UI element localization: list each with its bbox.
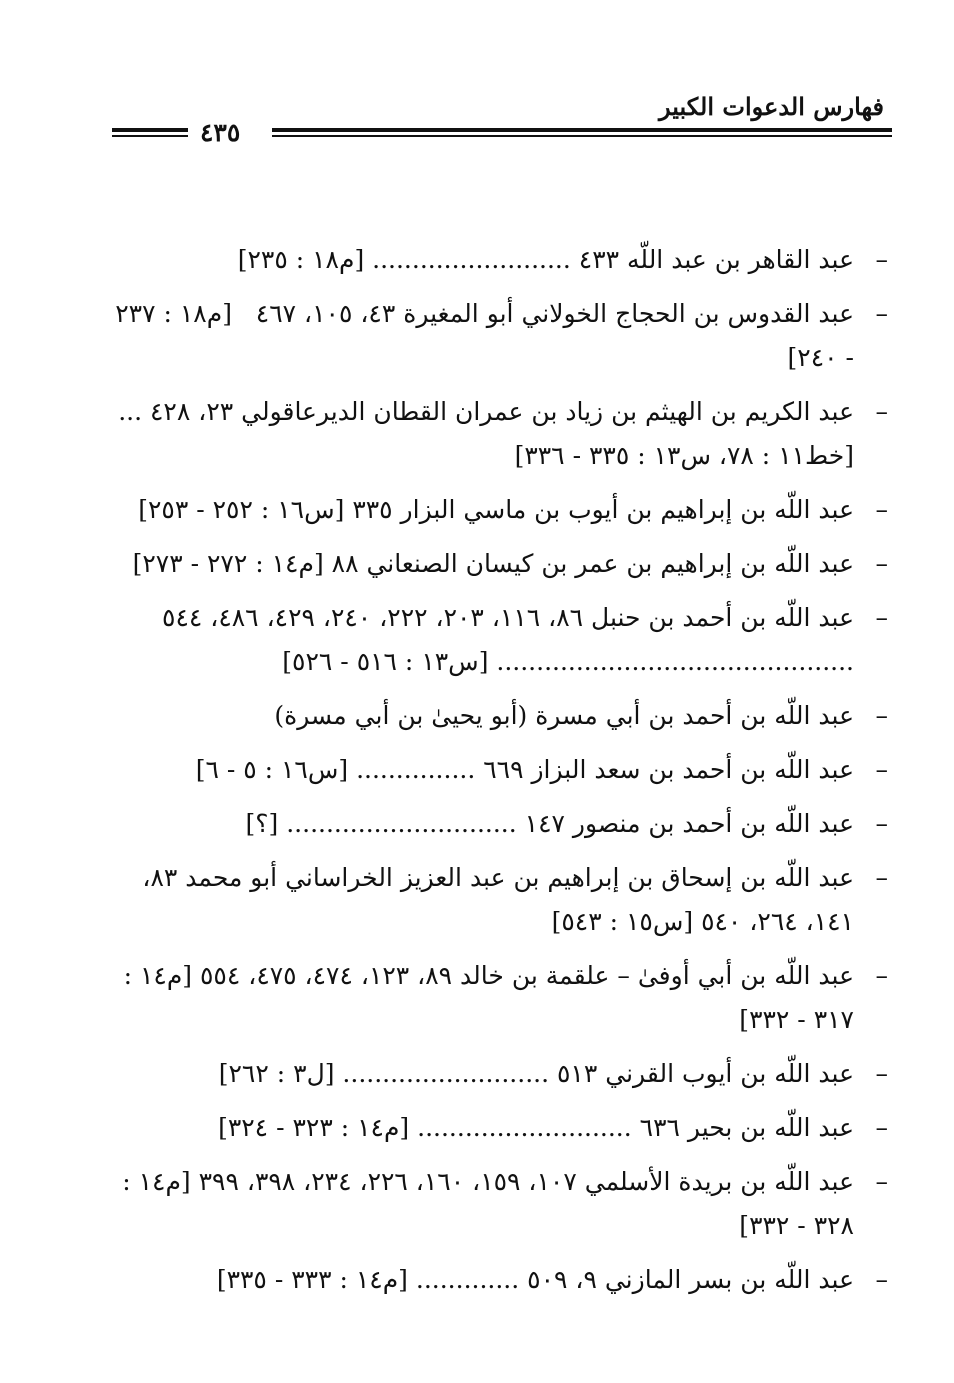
index-entry [112,856,888,944]
entry-text: عبد القاهر بن عبد اللّه ٤٣٣ ......................... [م١٨ : ٢٣٥] [237,245,854,274]
book-title: فهارس الدعوات الكبير [659,92,884,121]
header-rule-left [112,128,188,140]
entry-text: عبد اللّه بن إبراهيم بن أيوب بن ماسي البزار ٣٣٥ [س١٦ : ٢٥٢ - ٢٥٣] [138,495,854,524]
index-entry [112,1052,888,1096]
index-entry [112,238,888,282]
index-entry [112,1160,888,1248]
entry-text: عبد القدوس بن الحجاج الخولاني أبو المغيرة ٤٣، ١٠٥، ٤٦٧ [م١٨ : ٢٣٧ - ٢٤٠] [107,299,854,372]
page-header [112,92,892,162]
entry-text: عبد اللّه بن بحير ٦٣٦ ........................... [م١٤ : ٣٢٣ - ٣٢٤] [218,1113,854,1142]
entry-text: عبد اللّه بن أيوب القرني ٥١٣ .......................... [ل٣ : ٢٦٢] [218,1059,854,1088]
index-entry [112,694,888,738]
entry-text: عبد اللّه بن أحمد بن حنبل ٨٦، ١١٦، ٢٠٣، ٢٢٢، ٢٤٠، ٤٢٩، ٤٨٦، ٥٤٤ ............................................. [س١٣ : ٥١٦ - ٥٢٦] [154,603,854,676]
index-entry [107,292,888,380]
header-rule-right [272,128,892,140]
entry-text: عبد اللّه بن بريدة الأسلمي ١٠٧، ١٥٩، ١٦٠، ٢٢٦، ٢٣٤، ٣٩٨، ٣٩٩ [م١٤ : ٣٢٨ - ٣٣٢] [114,1167,854,1240]
entry-text: عبد الكريم بن الهيثم بن زياد بن عمران القطان الديرعاقولي ٢٣، ٤٢٨ ... [خط١١ : ٧٨، س١٣ : ٣٣٥ - ٣٣٦] [110,397,854,470]
index-entry [112,1258,888,1302]
entry-text: عبد اللّه بن إسحاق بن إبراهيم بن عبد العزيز الخراساني أبو محمد ٨٣، ١٤١، ٢٦٤، ٥٤٠ [س١٥ : ٥٤٣] [134,863,854,936]
index-entry [112,542,888,586]
index-entry [112,390,888,478]
index-entry [112,1106,888,1150]
index-entry [112,748,888,792]
index-entry [112,596,888,684]
entry-text: عبد اللّه بن أحمد بن أبي مسرة (أبو يحيىٰ بن أبي مسرة) [274,701,854,730]
entry-text: عبد اللّه بن إبراهيم بن عمر بن كيسان الصنعاني ٨٨ [م١٤ : ٢٧٢ - ٢٧٣] [132,549,854,578]
entry-text: عبد اللّه بن أحمد بن منصور ١٤٧ ............................. [؟] [245,809,854,838]
entry-text: عبد اللّه بن أبي أوفىٰ – علقمة بن خالد ٨٩، ١٢٣، ٤٧٤، ٤٧٥، ٥٥٤ [م١٤ : ٣١٧ - ٣٣٢] [115,961,854,1034]
index-entry [112,488,888,532]
entry-text: عبد اللّه بن أحمد بن سعد البزاز ٦٦٩ ............... [س١٦ : ٥ - ٦] [195,755,854,784]
index-entries [107,238,888,1312]
page-number: ٤٣٥ [200,118,241,147]
index-entry [112,802,888,846]
entry-text: عبد اللّه بن بسر المازني ٩، ٥٠٩ ............. [م١٤ : ٣٣٣ - ٣٣٥] [216,1265,854,1294]
index-entry [112,954,888,1042]
